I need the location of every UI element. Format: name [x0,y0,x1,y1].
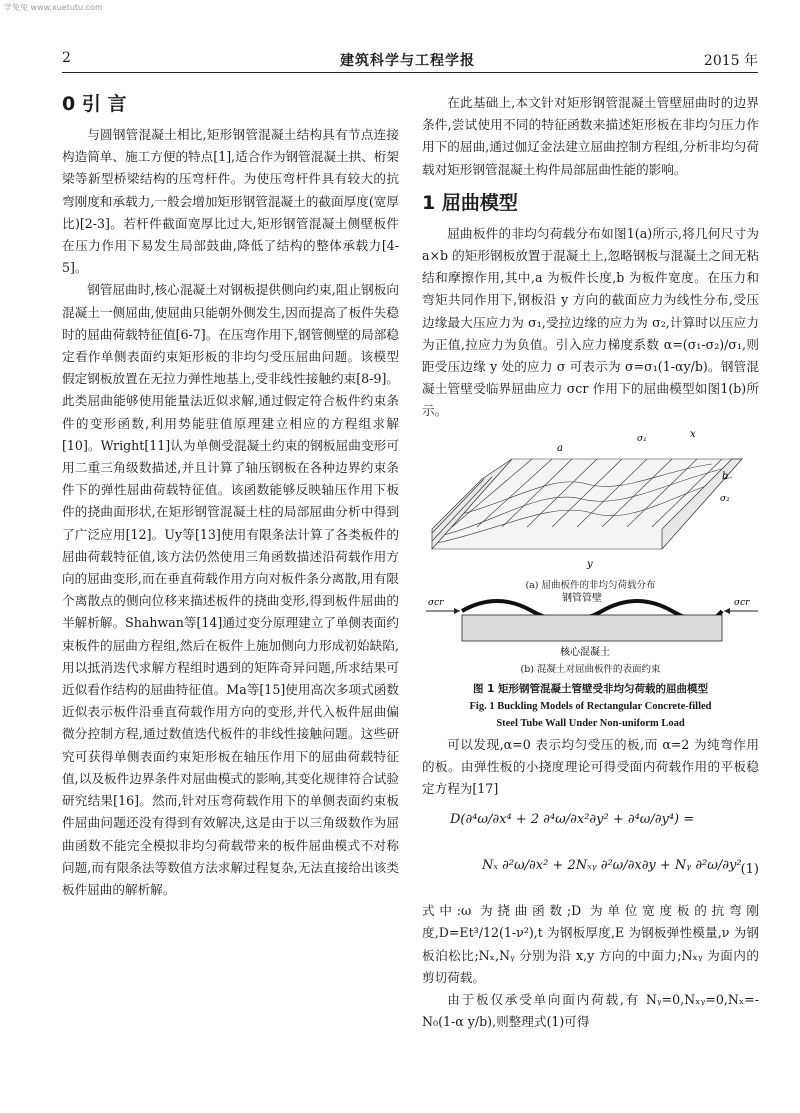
label-core-concrete: 核心混凝土 [560,646,610,658]
figure-caption-en-2: Steel Tube Wall Under Non-uniform Load [496,717,685,729]
paragraph: 与圆钢管混凝土相比,矩形钢管混凝土结构具有节点连接构造简单、施工方便的特点[1],适合作为钢管混凝土拱、桁架梁等新型桥梁结构的压弯杆件。为使压弯杆件具有较大的抗弯刚度和承载力,一般会增加矩形钢管混凝土的截面厚度(宽厚比)[2-3]。若杆件截面宽厚比过大,矩形钢管混凝土侧壁板件在压力作用下易发生局部鼓曲,降低了结构的整体承载力[4-5]。 [62,127,399,276]
figure-caption-zh: 图 1 矩形钢管混凝土管壁受非均匀荷载的屈曲模型 [472,682,709,695]
label-sigma-cr-left: σcr [428,597,444,608]
equation-1-line-1: D(∂⁴ω/∂x⁴ + 2 ∂⁴ω/∂x²∂y² + ∂⁴ω/∂y⁴) = [450,812,695,828]
label-steel-wall: 钢管管壁 [562,592,602,604]
figure-1 [422,428,759,729]
label-sigma1: σ₁ [637,433,647,444]
subcaption-a: (a) 屈曲板件的非均匀荷载分布 [525,579,656,591]
page-number: 2 [62,50,71,66]
year: 2015 年 [703,53,758,69]
figure-1-drawing [422,429,759,659]
label-x: x [690,428,696,440]
paragraph: 钢管屈曲时,核心混凝土对钢板提供侧向约束,阻止钢板向混凝土一侧屈曲,使屈曲只能朝外侧发生,因而提高了板件失稳时的屈曲荷载特征值[6-7]。在压弯作用下,钢管侧壁的局部稳定看作单侧表面约束矩形板的非均匀受压屈曲问题。该模型假定钢板放置在无拉力弹性地基上,受非线性接触约束[8-9]。此类屈曲能够使用能量法近似求解,通过假定符合板件约束条件的变形函数,利用势能驻值原理建立相应的方程组求解[10]。Wright[11]认为单侧受混凝土约束的钢板屈曲变形可用二重三角级数描述,并且计算了轴压钢板在各种边界约束条件下的弹性屈曲荷载特征值。该函数能够反映轴压作用下板件的挠曲面形状,在矩形钢管混凝土柱的局部屈曲分析中得到了广泛应用[12]。Uy等[13]使用有限条法计算了各类板件的屈曲荷载特征值,该方法仍然使用三角函数描述沿荷载作用方向的屈曲变形,而在垂直荷载作用方向对板件条分离散,用有限个离散点的侧向位移来描述板件的挠曲变形,得到板件屈曲的半解析解。Shahwan等[14]通过变分原理建立了单侧表面约束板件的屈曲方程组,然后在板件上施加侧向力形成初始缺陷,用以抵消迭代求解方程组时遇到的矩阵奇异问题,所求结果可近似看作结构的屈曲特征值。Ma等[15]使用高次多项式函数近似表示板件沿垂直荷载作用方向的变形,并代入板件屈曲偏微分控制方程,通过数值迭代板件的非线性接触问题。这些研究可获得单侧表面约束矩形板在轴压作用下的屈曲荷载特征值,以及板件边界条件对屈曲模式的影响,其变化规律符合试验研究结果[16]。然而,针对压弯荷载作用下的单侧表面约束板件屈曲问题还没有得到有效解决,这是由于以三角级数作为屈曲函数不能完全模拟非均匀荷载带来的板件屈曲模式不对称问题,而有限条法等数值方法求解过程复杂,无法直接给出该类板件屈曲的解析解。 [62,282,399,897]
watermark: 学兔兔 www.xuetutu.com [4,3,103,12]
equation-1-line-2: Nₓ ∂²ω/∂x² + 2Nₓᵧ ∂²ω/∂x∂y + Nᵧ ∂²ω/∂y² [482,858,742,874]
section-1-title: 1 屈曲模型 [422,191,518,214]
label-a: a [557,442,563,454]
label-sigma2: σ₂ [720,493,730,504]
paragraph-intro: 在此基础上,本文针对矩形钢管混凝土管壁屈曲时的边界条件,尝试使用不同的特征函数来描述矩形板在非均匀压力作用下的屈曲,通过伽辽金法建立屈曲控制方程组,分析非均匀荷载对矩形钢管混凝土构件局部屈曲性能的影响。 [422,95,759,177]
label-y: y [587,558,593,570]
header-rule [62,72,758,73]
section-0-title: 0 引 言 [62,93,127,115]
label-b: b [722,470,729,482]
wall-diagram [426,601,758,641]
left-column [62,92,399,901]
right-column [422,92,759,1033]
journal-title: 建筑科学与工程学报 [340,53,475,69]
paragraph: 可以发现,α=0 表示均匀受压的板,而 α=2 为纯弯作用的板。由弹性板的小挠度理论可得受面内荷载作用的平板稳定方程为[17] [422,736,759,797]
label-sigma-cr-right: σcr [734,597,750,608]
figure-caption-en-1: Fig. 1 Buckling Models of Rectangular Concrete-filled [469,700,712,712]
subcaption-b: (b) 混凝土对屈曲板件的表面约束 [520,663,661,675]
equation-number: (1) [740,862,759,878]
paragraph: 由于板仅承受单向面内荷载,有 Nᵧ=0,Nₓᵧ=0,Nₓ=-N₀(1-α y/b),则整理式(1)可得 [422,992,759,1030]
paragraph: 屈曲板件的非均匀荷载分布如图1(a)所示,将几何尺寸为 a×b 的矩形钢板放置于混凝土上,忽略钢板与混凝土之间无粘结和摩擦作用,其中,a 为板件长度,b 为板件宽度。在压力和弯矩共同作用下,钢板沿 y 方向的截面应力为线性分布,受压边缘最大压应力为 σ₁,受拉边缘的应力为 σ₂,计算时以压应力为正值,拉应力为负值。引入应力梯度系数 α=(σ₁-σ₂)/σ₁,则距受压边缘 y 处的应力 σ 可表示为 σ=σ₁(1-αy/b)。钢管混凝土管壁受临界屈曲应力 σcr 作用下的屈曲模型如图1(b)所示。 [422,225,759,419]
paragraph: 式中:ω 为挠曲函数;D 为单位宽度板的抗弯刚度,D=Et³/12(1-ν²),t 为钢板厚度,E 为钢板弹性模量,ν 为钢板泊松比;Nₓ,Nᵧ 分别为沿 x,y 方向的中面力;Nₓᵧ 为面内的剪切荷载。 [422,903,759,985]
equation-1 [422,806,759,894]
